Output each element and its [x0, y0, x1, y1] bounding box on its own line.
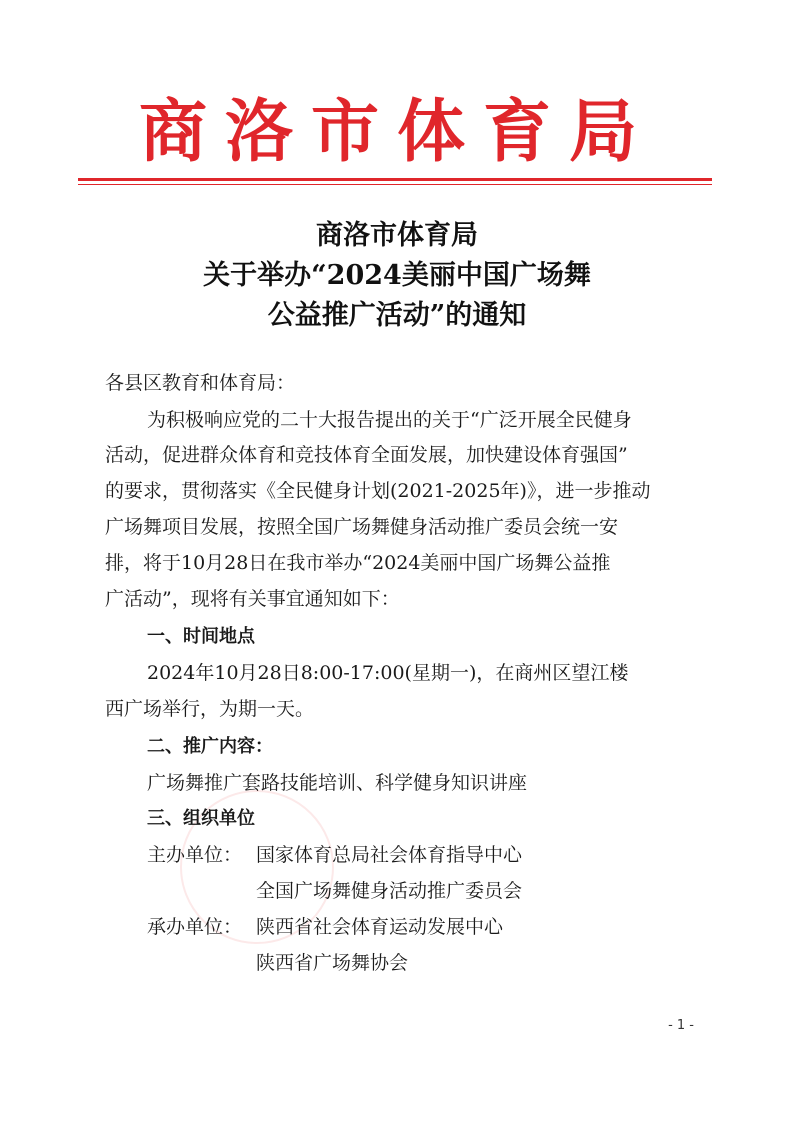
section-heading-content: 二、推广内容： [147, 736, 273, 757]
intro-line: 的要求，贯彻落实《全民健身计划(2021-2025年)》，进一步推动 [105, 480, 651, 502]
host-label: 主办单位： [147, 844, 243, 866]
intro-line: 为积极响应党的二十大报告提出的关于“广泛开展全民健身 [147, 409, 632, 431]
intro-line: 排，将于10月28日在我市举办“2024美丽中国广场舞公益推 [105, 552, 611, 574]
salutation: 各县区教育和体育局： [105, 372, 296, 394]
masthead-rule-thin [78, 184, 712, 185]
intro-line: 广活动”，现将有关事宜通知如下： [105, 588, 400, 610]
page-number: - 1 - [668, 1018, 694, 1033]
organizer-label: 承办单位： [147, 916, 243, 938]
organizer-unit: 陕西省社会体育运动发展中心 [256, 916, 504, 938]
section-heading-organizers: 三、组织单位 [147, 808, 255, 829]
section-body-line: 广场舞推广套路技能培训、科学健身知识讲座 [147, 772, 528, 794]
host-unit: 全国广场舞健身活动推广委员会 [256, 880, 523, 902]
organizer-unit: 陕西省广场舞协会 [256, 952, 409, 974]
masthead-title: 商洛市体育局 [138, 92, 655, 172]
section-body-line: 2024年10月28日8:00-17:00(星期一)，在商州区望江楼 [147, 662, 629, 684]
notice-title-line-3: 公益推广活动”的通知 [267, 300, 527, 331]
section-heading-time-place: 一、时间地点 [147, 626, 255, 647]
intro-line: 活动，促进群众体育和竞技体育全面发展，加快建设体育强国” [105, 444, 628, 466]
section-body-line: 西广场举行，为期一天。 [105, 698, 315, 720]
intro-line: 广场舞项目发展，按照全国广场舞健身活动推广委员会统一安 [105, 516, 619, 538]
host-unit: 国家体育总局社会体育指导中心 [256, 844, 523, 866]
masthead-rule [78, 178, 712, 181]
notice-title-line-1: 商洛市体育局 [316, 220, 478, 251]
notice-title-line-2: 关于举办“2024美丽中国广场舞 [203, 260, 591, 291]
